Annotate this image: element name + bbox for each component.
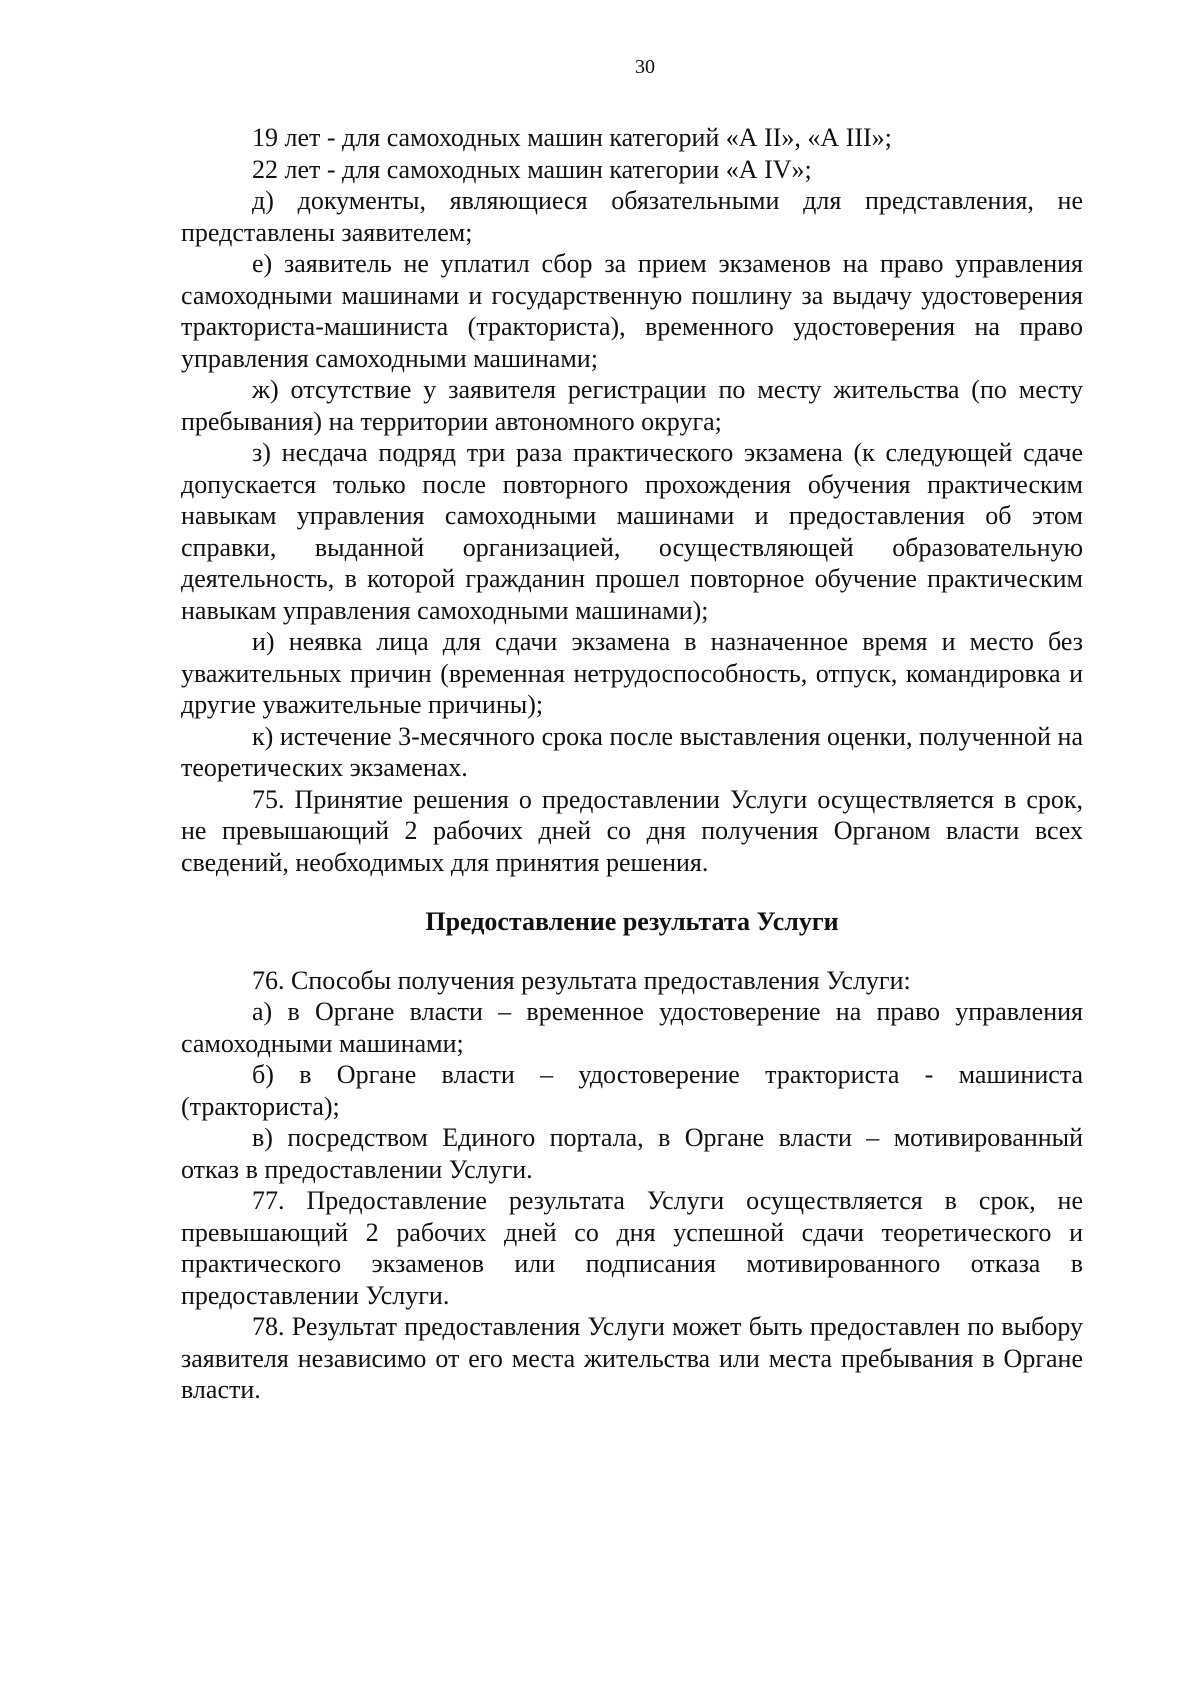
clause-76: 76. Способы получения результата предоставления Услуги:	[252, 965, 911, 995]
list-item-e: е) заявитель не уплатил сбор за прием экзаменов на право управления самоходными машинами и государственную пошлину за выдачу удостоверения тракториста-машиниста (тракториста), временного удостоверения на право управления самоходными машинами;	[181, 249, 1083, 373]
list-item-b: б) в Органе власти – удостоверение тракториста - машиниста (тракториста);	[181, 1060, 1083, 1121]
list-item-age-19: 19 лет - для самоходных машин категорий «А II», «А III»;	[252, 123, 892, 152]
list-item-d: д) документы, являющиеся обязательными для представления, не представлены заявителем;	[181, 186, 1083, 247]
section-heading: Предоставление результата Услуги	[425, 907, 839, 936]
clause-77: 77. Предоставление результата Услуги осуществляется в срок, не превышающий 2 рабочих дней со дня успешной сдачи теоретического и практического экзаменов или подписания мотивированного отказа в предоставлении Услуги.	[181, 1186, 1083, 1310]
list-item-z: з) несдача подряд три раза практического экзамена (к следующей сдаче допускается только после повторного прохождения обучения практическим навыкам управления самоходными машинами и предоставления об этом справки, выданной организацией, осуществляющей образовательную деятельность, в которой гражданин прошел повторное обучение практическим навыкам управления самоходными машинами);	[181, 438, 1083, 625]
list-item-k: к) истечение 3-месячного срока после выставления оценки, полученной на теоретических экзаменах.	[181, 721, 1083, 782]
list-item-v: в) посредством Единого портала, в Органе власти – мотивированный отказ в предоставлении Услуги.	[181, 1123, 1083, 1184]
list-item-a: а) в Органе власти – временное удостоверение на право управления самоходными машинами;	[181, 997, 1083, 1058]
list-item-age-22: 22 лет - для самоходных машин категории «А IV»;	[252, 154, 812, 184]
list-item-i: и) неявка лица для сдачи экзамена в назначенное время и место без уважительных причин (временная нетрудоспособность, отпуск, командировка и другие уважительные причины);	[181, 627, 1083, 719]
list-item-zh: ж) отсутствие у заявителя регистрации по месту жительства (по месту пребывания) на территории автономного округа;	[181, 375, 1083, 436]
clause-75: 75. Принятие решения о предоставлении Услуги осуществляется в срок, не превышающий 2 рабочих дней со дня получения Органом власти всех сведений, необходимых для принятия решения.	[181, 784, 1083, 877]
clause-78: 78. Результат предоставления Услуги может быть предоставлен по выбору заявителя независимо от его места жительства или места пребывания в Органе власти.	[181, 1312, 1083, 1404]
document-body	[181, 122, 1083, 1406]
page-number: 30	[635, 56, 655, 78]
